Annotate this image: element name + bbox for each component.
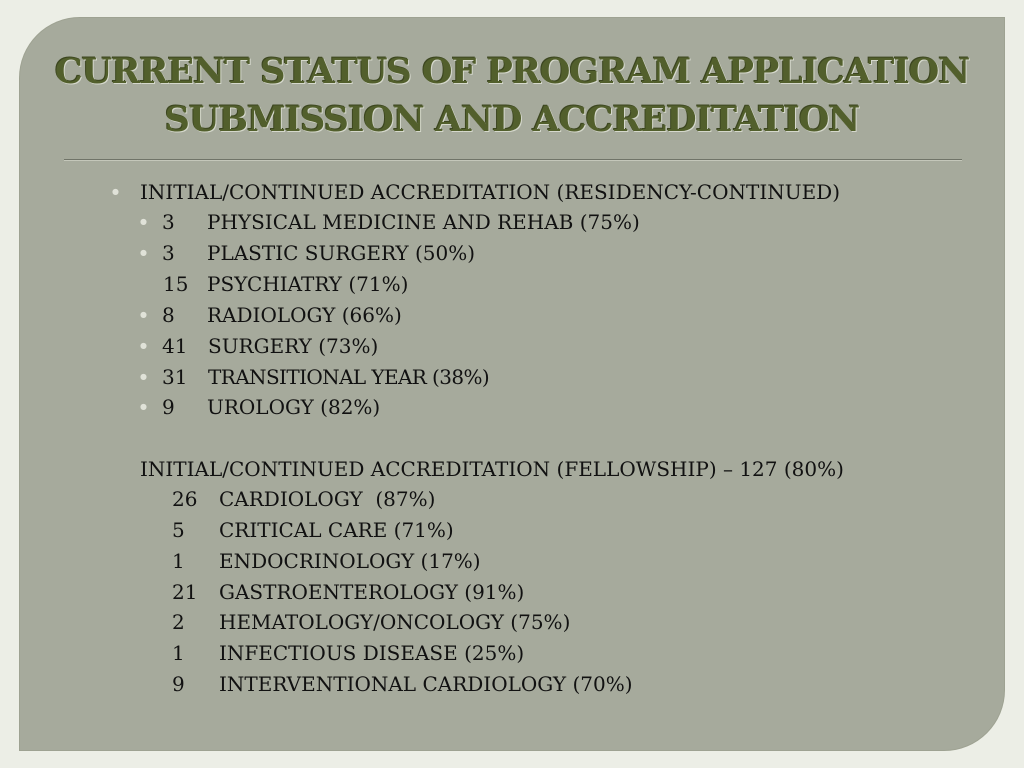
bullet-dot: ●	[140, 217, 147, 226]
item-count: 15	[163, 272, 189, 296]
item-label: HEMATOLOGY/ONCOLOGY (75%)	[219, 610, 571, 634]
item-count: 41	[162, 334, 188, 358]
item-label: ENDOCRINOLOGY (17%)	[219, 549, 481, 573]
item-count: 21	[172, 580, 198, 604]
item-count: 9	[172, 672, 185, 696]
item-label: TRANSITIONAL YEAR (38%)	[208, 365, 490, 389]
bullet-dot: ●	[140, 372, 147, 381]
item-count: 31	[162, 365, 188, 389]
item-count: 5	[172, 518, 185, 542]
slide-panel	[20, 18, 1004, 750]
item-count: 3	[162, 210, 175, 234]
bullet-dot: ●	[140, 402, 147, 411]
bullet-dot: ●	[140, 248, 147, 257]
slide-title-line-1: CURRENT STATUS OF PROGRAM APPLICATION	[54, 51, 970, 92]
item-label: INFECTIOUS DISEASE (25%)	[219, 641, 525, 665]
item-label: SURGERY (73%)	[208, 334, 379, 358]
item-label: PHYSICAL MEDICINE AND REHAB (75%)	[207, 210, 640, 234]
item-label: CRITICAL CARE (71%)	[219, 518, 454, 542]
item-count: 26	[172, 487, 198, 511]
item-label: INTERVENTIONAL CARDIOLOGY (70%)	[219, 672, 633, 696]
item-count: 2	[172, 610, 185, 634]
item-label: PLASTIC SURGERY (50%)	[207, 241, 476, 265]
item-label: RADIOLOGY (66%)	[207, 303, 402, 327]
item-label: PSYCHIATRY (71%)	[207, 272, 409, 296]
item-label: GASTROENTEROLOGY (91%)	[219, 580, 525, 604]
item-count: 9	[162, 395, 175, 419]
bullet-dot: ●	[112, 187, 119, 196]
fellowship-heading: INITIAL/CONTINUED ACCREDITATION (FELLOWSHIP) – 127 (80%)	[140, 457, 844, 481]
residency-heading: INITIAL/CONTINUED ACCREDITATION (RESIDENCY-CONTINUED)	[140, 180, 841, 204]
bullet-dot: ●	[140, 341, 147, 350]
slide-title-line-2: SUBMISSION AND ACCREDITATION	[164, 99, 860, 140]
item-count: 1	[172, 549, 185, 573]
slide-body	[20, 18, 1004, 750]
item-count: 3	[162, 241, 175, 265]
item-count: 1	[172, 641, 185, 665]
bullet-dot: ●	[140, 310, 147, 319]
item-label: UROLOGY (82%)	[207, 395, 381, 419]
item-label: CARDIOLOGY (87%)	[219, 487, 436, 511]
item-count: 8	[162, 303, 175, 327]
